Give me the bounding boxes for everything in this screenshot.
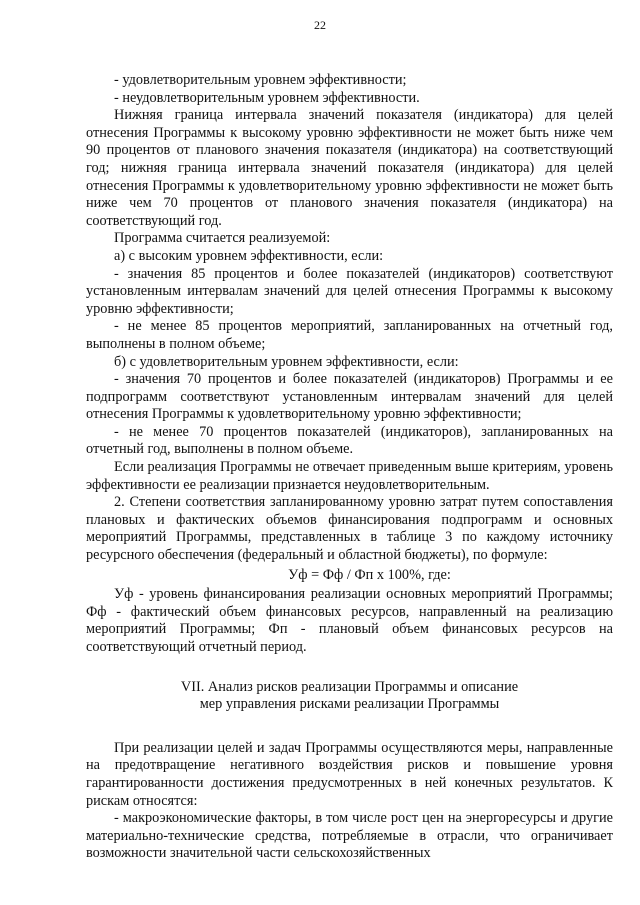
list-item-85-activities: - не менее 85 процентов мероприятий, запланированных на отчетный год, выполнены в полном объеме;: [86, 318, 613, 352]
list-item-70-planned: - не менее 70 процентов показателей (индикаторов), запланированных на отчетный год, выполнены в полном объеме.: [86, 423, 613, 458]
list-item-85-indicators: - значения 85 процентов и более показателей (индикаторов) соответствуют установленным интервалам значений для целей отнесения Программы к высокому уровню эффективности;: [86, 265, 613, 317]
spacer: [86, 714, 613, 740]
list-item-unsatisfactory: - неудовлетворительным уровнем эффективности.: [114, 89, 420, 106]
list-item-satisfactory: - удовлетворительным уровнем эффективности;: [114, 72, 407, 88]
paragraph-satisfactory-level: б) с удовлетворительным уровнем эффективности, если:: [114, 353, 459, 370]
paragraph-formula-explanation: Уф - уровень финансирования реализации основных мероприятий Программы; Фф - фактический объем финансовых ресурсов, направленный на реализацию мероприятий Программы; Фп - плановый объем финансовых ресурсов на соответствующий отчетный период.: [86, 586, 613, 655]
paragraph-program-realized: Программа считается реализуемой:: [114, 230, 331, 247]
formula: Уф = Фф / Фп x 100%, где:: [288, 566, 451, 583]
section-heading-line-2: мер управления рисками реализации Программы: [199, 696, 500, 713]
page-number: 22: [314, 18, 326, 32]
section-heading: [86, 679, 613, 714]
list-item-macroeconomic: - макроэкономические факторы, в том числе рост цен на энергоресурсы и другие материально-технические средства, потребляемые в отрасли, что ограничивает возможности значительной части сельскохозяйственных: [86, 810, 613, 862]
section-heading-line-1: VII. Анализ рисков реализации Программы и описание: [180, 678, 519, 695]
paragraph-unsatisfactory: Если реализация Программы не отвечает приведенным выше критериям, уровень эффективности ее реализации признается неудовлетворительным.: [86, 459, 613, 493]
list-item-70-indicators: - значения 70 процентов и более показателей (индикаторов) Программы и ее подпрограмм соответствуют установленным интервалам значений для целей отнесения Программы к удовлетворительному уровню эффективности;: [86, 371, 613, 423]
document-body: [86, 72, 613, 863]
paragraph-lower-bound: Нижняя граница интервала значений показателя (индикатора) для целей отнесения Программы к высокому уровню эффективности не может быть ниже чем 90 процентов от планового значения показателя (индикатора) на соответствующий год; нижняя граница интервала значений показателя (индикатора) для целей отнесения Программы к удовлетворительному уровню эффективности не может быть ниже чем 70 процентов от планового значения показателя (индикатора) на соответствующий год.: [86, 107, 613, 229]
paragraph-high-level: а) с высоким уровнем эффективности, если:: [114, 247, 384, 264]
paragraph-risk-measures: При реализации целей и задач Программы осуществляются меры, направленные на предотвращение негативного воздействия рисков и повышение уровня гарантированности достижения предусмотренных в ней конечных результатов. К рискам относятся:: [86, 739, 613, 809]
paragraph-cost-compliance: 2. Степени соответствия запланированному уровню затрат путем сопоставления плановых и фактических объемов финансирования подпрограмм и основных мероприятий Программы, представленных в таблице 3 по каждому источнику ресурсного обеспечения (федеральный и областной бюджеты), по формуле:: [86, 494, 613, 564]
